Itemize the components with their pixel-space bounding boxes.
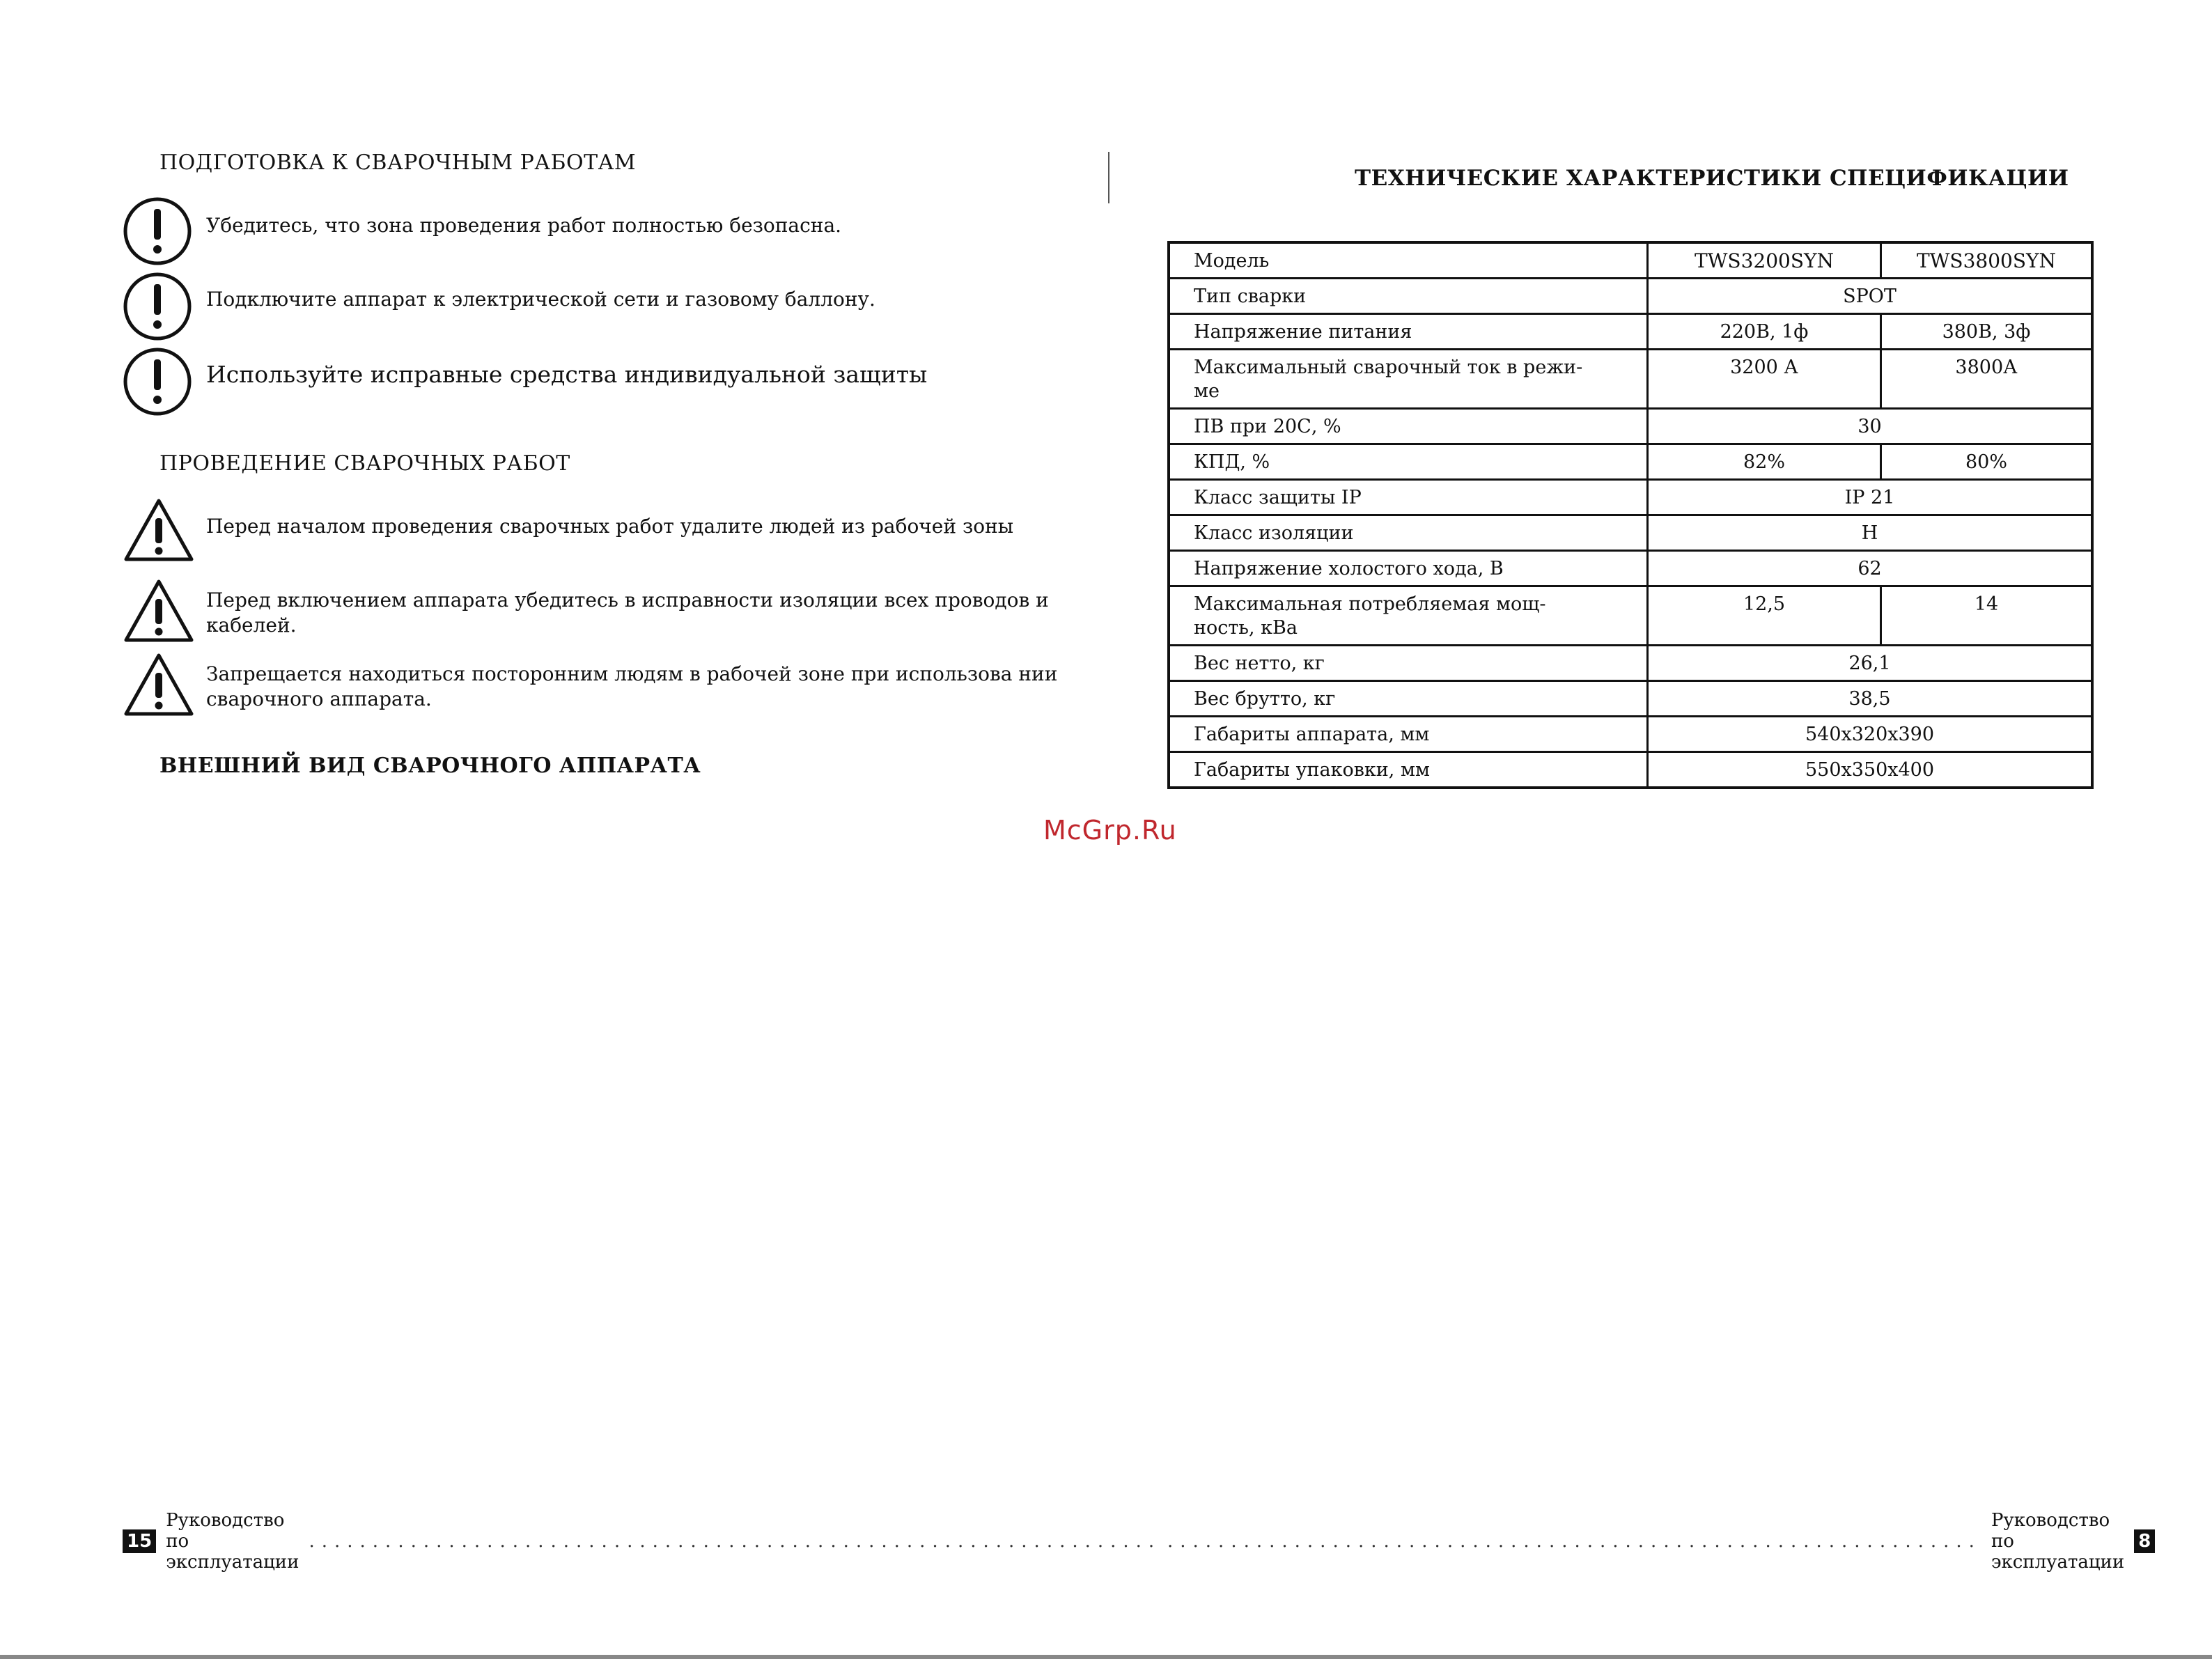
spec-label: Максимальная потребляемая мощ- ность, кВа — [1169, 586, 1648, 646]
spec-label: Вес нетто, кг — [1169, 646, 1648, 681]
spec-value: 30 — [1648, 409, 2093, 444]
section-title-welding: ПРОВЕДЕНИЕ СВАРОЧНЫХ РАБОТ — [159, 451, 570, 476]
page-number: 8 — [2134, 1529, 2155, 1553]
spec-label: КПД, % — [1169, 444, 1648, 480]
model-a: TWS3200SYN — [1648, 242, 1881, 279]
spec-value-a: 12,5 — [1648, 586, 1881, 646]
bottom-edge — [0, 1655, 2212, 1659]
warning-triangle-icon — [123, 652, 195, 717]
warning-triangle-icon — [123, 497, 195, 563]
table-row — [1169, 409, 2092, 444]
spec-value-a: 3200 А — [1648, 350, 1881, 409]
table-row — [1169, 586, 2092, 646]
preparation-item-2: Подключите аппарат к электрической сети и газовому баллону. — [206, 288, 875, 311]
spec-value: 62 — [1648, 551, 2093, 586]
spec-label: Напряжение питания — [1169, 314, 1648, 350]
table-row — [1169, 350, 2092, 409]
warning-triangle-icon — [123, 578, 195, 644]
spec-value: 550x350x400 — [1648, 752, 2093, 788]
spec-value-b: 80% — [1881, 444, 2093, 480]
table-row — [1169, 314, 2092, 350]
spec-label: Габариты аппарата, мм — [1169, 717, 1648, 752]
spec-value-b: 14 — [1881, 586, 2093, 646]
welding-item-3: Запрещается находиться посторонним людям в рабочей зоне при использова нии сварочного аппарата. — [206, 662, 1058, 710]
table-row — [1169, 279, 2092, 314]
page-divider — [1108, 152, 1109, 203]
spec-label: Напряжение холостого хода, В — [1169, 551, 1648, 586]
spec-label: Тип сварки — [1169, 279, 1648, 314]
spec-label: Максимальный сварочный ток в режи- ме — [1169, 350, 1648, 409]
table-row — [1169, 646, 2092, 681]
spec-value: IP 21 — [1648, 480, 2093, 515]
footer-label: Руководство по эксплуатации — [1991, 1510, 2125, 1573]
footer-right — [1167, 1510, 2151, 1573]
spec-value-b: 380В, 3ф — [1881, 314, 2093, 350]
footer-dots: ................................................................... — [309, 1531, 1162, 1552]
footer-dots: ................................................................ — [1167, 1531, 1981, 1552]
spec-value: SPOT — [1648, 279, 2093, 314]
spec-value-b: 3800А — [1881, 350, 2093, 409]
spec-label: Модель — [1169, 242, 1648, 279]
preparation-item-3: Используйте исправные средства индивидуальной защиты — [206, 361, 928, 388]
table-row — [1169, 242, 2092, 279]
welding-item-1: Перед началом проведения сварочных работ удалите людей из рабочей зоны — [206, 515, 1014, 538]
table-row — [1169, 480, 2092, 515]
spec-label: Класс защиты IP — [1169, 480, 1648, 515]
table-row — [1169, 717, 2092, 752]
table-row — [1169, 515, 2092, 551]
spec-value: H — [1648, 515, 2093, 551]
spec-value: 540x320x390 — [1648, 717, 2093, 752]
exclamation-icon — [123, 347, 192, 416]
table-row — [1169, 551, 2092, 586]
spec-value-a: 82% — [1648, 444, 1881, 480]
table-row — [1169, 752, 2092, 788]
spec-table-title: ТЕХНИЧЕСКИЕ ХАРАКТЕРИСТИКИ СПЕЦИФИКАЦИИ — [1355, 166, 2069, 191]
spec-label: Класс изоляции — [1169, 515, 1648, 551]
spec-label: Вес брутто, кг — [1169, 681, 1648, 717]
footer-label: Руководство по эксплуатации — [166, 1510, 299, 1573]
welding-item-2: Перед включением аппарата убедитесь в исправности изоляции всех проводов и кабелей. — [206, 589, 1049, 637]
page-number: 15 — [123, 1529, 156, 1553]
spec-table — [1167, 241, 2094, 789]
spec-value: 26,1 — [1648, 646, 2093, 681]
table-row — [1169, 681, 2092, 717]
footer-left — [123, 1510, 1162, 1573]
spec-value: 38,5 — [1648, 681, 2093, 717]
preparation-item-1: Убедитесь, что зона проведения работ полностью безопасна. — [206, 214, 842, 237]
exclamation-icon — [123, 196, 192, 266]
spec-label: Габариты упаковки, мм — [1169, 752, 1648, 788]
section-title-preparation: ПОДГОТОВКА К СВАРОЧНЫМ РАБОТАМ — [159, 150, 637, 175]
spec-label: ПВ при 20С, % — [1169, 409, 1648, 444]
section-title-appearance: ВНЕШНИЙ ВИД СВАРОЧНОГО АППАРАТА — [159, 754, 701, 778]
table-row — [1169, 444, 2092, 480]
spec-value-a: 220В, 1ф — [1648, 314, 1881, 350]
watermark: McGrp.Ru — [1043, 815, 1177, 846]
exclamation-icon — [123, 272, 192, 341]
model-b: TWS3800SYN — [1881, 242, 2093, 279]
